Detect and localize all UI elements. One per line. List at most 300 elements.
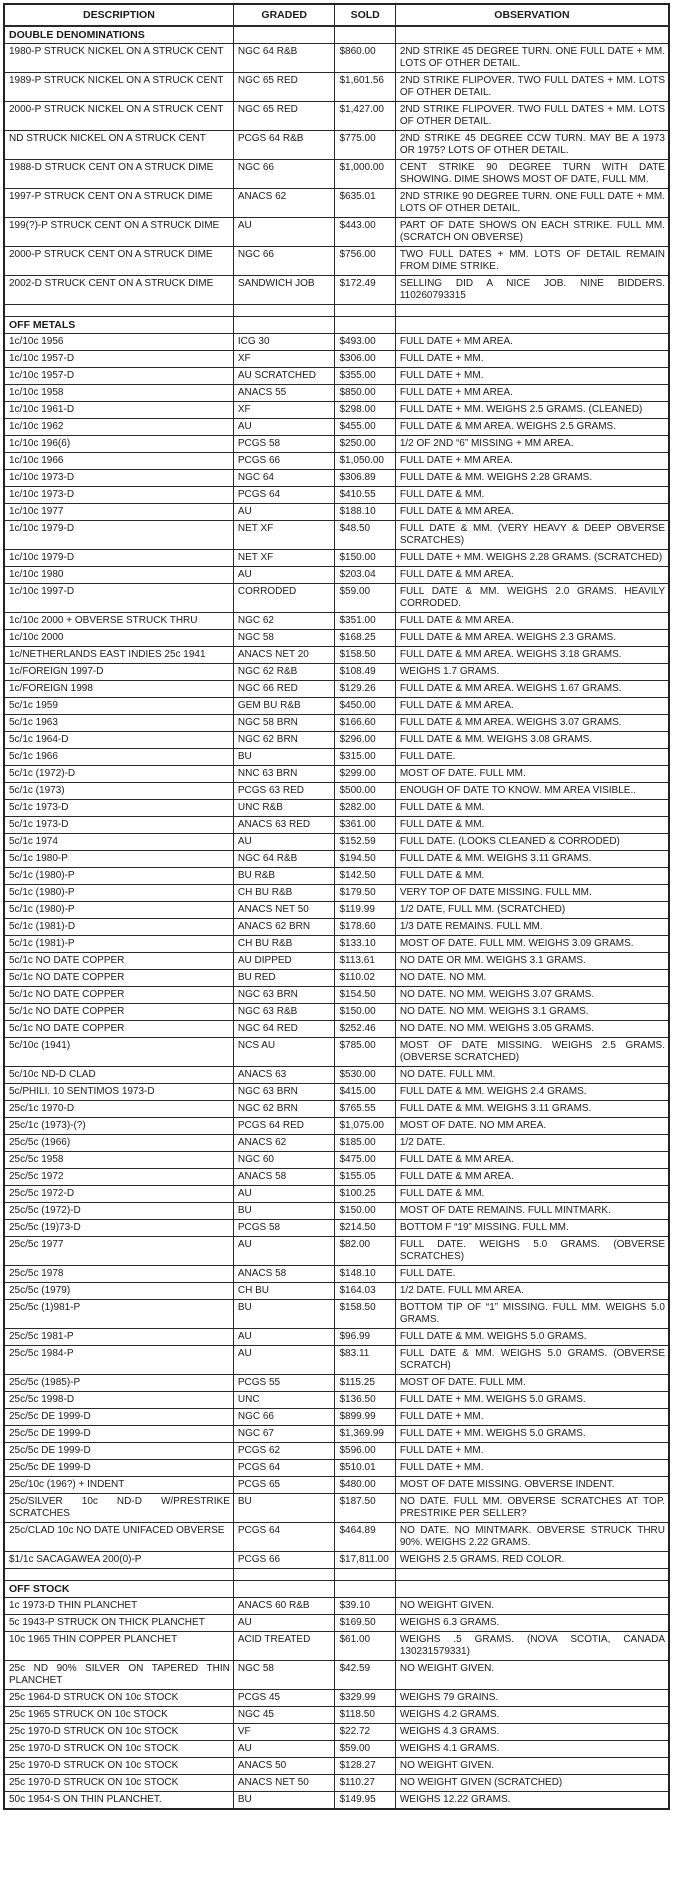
table-row [4, 385, 669, 402]
graded-cell: NGC 62 R&B [233, 664, 335, 681]
graded-cell: ANACS 62 BRN [233, 919, 335, 936]
auction-results-table [3, 3, 670, 1810]
observation-cell: FULL DATE + MM. [395, 1460, 669, 1477]
graded-cell: BU [233, 1300, 335, 1329]
graded-cell: NGC 64 R&B [233, 851, 335, 868]
sold-cell: $169.50 [335, 1615, 395, 1632]
table-row [4, 987, 669, 1004]
table-row [4, 698, 669, 715]
table-row [4, 851, 669, 868]
sold-cell: $899.99 [335, 1409, 395, 1426]
graded-cell: AU [233, 1186, 335, 1203]
observation-cell: WEIGHS 4.2 GRAMS. [395, 1707, 669, 1724]
sold-cell: $361.00 [335, 817, 395, 834]
graded-cell: XF [233, 351, 335, 368]
graded-cell: XF [233, 402, 335, 419]
description-cell: 25c/5c DE 1999-D [4, 1460, 233, 1477]
description-cell: 1c/10c 1961-D [4, 402, 233, 419]
graded-cell: NGC 63 BRN [233, 1084, 335, 1101]
table-row [4, 766, 669, 783]
graded-cell: BU [233, 1203, 335, 1220]
sold-cell: $82.00 [335, 1237, 395, 1266]
graded-cell: NGC 65 RED [233, 102, 335, 131]
description-cell: 25c/1c (1973)-(?) [4, 1118, 233, 1135]
graded-cell: PCGS 64 RED [233, 1118, 335, 1135]
empty-cell [4, 1569, 233, 1581]
observation-cell: 2ND STRIKE 45 DEGREE CCW TURN. MAY BE A 1973 OR 1975? LOTS OF OTHER DETAIL. [395, 131, 669, 160]
observation-cell: FULL DATE & MM. [395, 487, 669, 504]
observation-cell: NO DATE. NO MM. [395, 970, 669, 987]
description-cell: 1c/FOREIGN 1997-D [4, 664, 233, 681]
table-row [4, 1443, 669, 1460]
graded-cell: BU R&B [233, 868, 335, 885]
observation-cell: WEIGHS 12.22 GRAMS. [395, 1792, 669, 1810]
sold-cell: $1,000.00 [335, 160, 395, 189]
sold-cell: $351.00 [335, 613, 395, 630]
observation-cell: NO DATE. NO MM. WEIGHS 3.1 GRAMS. [395, 1004, 669, 1021]
description-cell: 25c/5c 1958 [4, 1152, 233, 1169]
empty-cell [335, 1569, 395, 1581]
observation-cell: 2ND STRIKE 90 DEGREE TURN. ONE FULL DATE + MM. LOTS OF OTHER DETAIL. [395, 189, 669, 218]
description-cell: 25c/5c 1977 [4, 1237, 233, 1266]
sold-cell: $113.61 [335, 953, 395, 970]
sold-cell: $500.00 [335, 783, 395, 800]
table-row [4, 1152, 669, 1169]
description-cell: 25c 1970-D STRUCK ON 10c STOCK [4, 1758, 233, 1775]
sold-cell: $110.27 [335, 1775, 395, 1792]
sold-cell: $455.00 [335, 419, 395, 436]
graded-cell: CH BU R&B [233, 936, 335, 953]
table-header-row [4, 4, 669, 26]
sold-cell: $475.00 [335, 1152, 395, 1169]
table-row [4, 102, 669, 131]
graded-cell: AU [233, 1237, 335, 1266]
section-title: OFF METALS [4, 317, 233, 334]
description-cell: 25c/10c (196?) + INDENT [4, 1477, 233, 1494]
observation-cell: FULL DATE + MM. WEIGHS 5.0 GRAMS. [395, 1426, 669, 1443]
table-row [4, 1426, 669, 1443]
graded-cell: AU [233, 218, 335, 247]
table-row [4, 1758, 669, 1775]
observation-cell: 2ND STRIKE FLIPOVER. TWO FULL DATES + MM. LOTS OF OTHER DETAIL. [395, 102, 669, 131]
empty-cell [233, 305, 335, 317]
observation-cell: BOTTOM TIP OF “1” MISSING. FULL MM. WEIGHS 5.0 GRAMS. [395, 1300, 669, 1329]
description-cell: 1c/10c 1977 [4, 504, 233, 521]
sold-cell: $329.99 [335, 1690, 395, 1707]
graded-cell: ANACS 58 [233, 1169, 335, 1186]
observation-cell: WEIGHS 6.3 GRAMS. [395, 1615, 669, 1632]
description-cell: $1/1c SACAGAWEA 200(0)-P [4, 1552, 233, 1569]
observation-cell: FULL DATE & MM AREA. WEIGHS 2.5 GRAMS. [395, 419, 669, 436]
graded-cell: ANACS NET 50 [233, 902, 335, 919]
graded-cell: AU [233, 834, 335, 851]
empty-cell [335, 1581, 395, 1598]
graded-cell: ANACS 63 RED [233, 817, 335, 834]
table-row [4, 783, 669, 800]
description-cell: 1980-P STRUCK NICKEL ON A STRUCK CENT [4, 44, 233, 73]
sold-cell: $136.50 [335, 1392, 395, 1409]
table-row [4, 1494, 669, 1523]
sold-cell: $298.00 [335, 402, 395, 419]
description-cell: 1c/10c 1973-D [4, 470, 233, 487]
graded-cell: NGC 67 [233, 1426, 335, 1443]
observation-cell: FULL DATE & MM. [395, 800, 669, 817]
observation-cell: NO DATE. NO MM. WEIGHS 3.05 GRAMS. [395, 1021, 669, 1038]
sold-cell: $166.60 [335, 715, 395, 732]
observation-cell: FULL DATE + MM AREA. [395, 385, 669, 402]
description-cell: 5c/1c 1964-D [4, 732, 233, 749]
sold-cell: $1,427.00 [335, 102, 395, 131]
table-row [4, 885, 669, 902]
graded-cell: ICG 30 [233, 334, 335, 351]
observation-cell: FULL DATE & MM. [395, 817, 669, 834]
table-row [4, 1300, 669, 1329]
table-row [4, 402, 669, 419]
observation-cell: FULL DATE. [395, 1266, 669, 1283]
column-header-graded: GRADED [233, 4, 335, 26]
description-cell: 25c/5c 1972-D [4, 1186, 233, 1203]
sold-cell: $179.50 [335, 885, 395, 902]
graded-cell: NNC 63 BRN [233, 766, 335, 783]
sold-cell: $188.10 [335, 504, 395, 521]
section-header-row [4, 1581, 669, 1598]
empty-cell [395, 305, 669, 317]
observation-cell: FULL DATE & MM. WEIGHS 2.0 GRAMS. HEAVILY CORRODED. [395, 584, 669, 613]
graded-cell: ANACS NET 50 [233, 1775, 335, 1792]
sold-cell: $17,811.00 [335, 1552, 395, 1569]
description-cell: 25c 1964-D STRUCK ON 10c STOCK [4, 1690, 233, 1707]
description-cell: 10c 1965 THIN COPPER PLANCHET [4, 1632, 233, 1661]
graded-cell: PCGS 55 [233, 1375, 335, 1392]
graded-cell: PCGS 64 [233, 1460, 335, 1477]
description-cell: 5c/1c NO DATE COPPER [4, 987, 233, 1004]
graded-cell: PCGS 58 [233, 436, 335, 453]
graded-cell: SANDWICH JOB [233, 276, 335, 305]
graded-cell: CORRODED [233, 584, 335, 613]
description-cell: 25c ND 90% SILVER ON TAPERED THIN PLANCHET [4, 1661, 233, 1690]
sold-cell: $110.02 [335, 970, 395, 987]
observation-cell: FULL DATE & MM AREA. WEIGHS 3.07 GRAMS. [395, 715, 669, 732]
table-row [4, 160, 669, 189]
table-row [4, 1690, 669, 1707]
sold-cell: $42.59 [335, 1661, 395, 1690]
table-row [4, 953, 669, 970]
table-row [4, 902, 669, 919]
observation-cell: FULL DATE + MM. [395, 1443, 669, 1460]
observation-cell: FULL DATE & MM AREA. WEIGHS 2.3 GRAMS. [395, 630, 669, 647]
graded-cell: AU [233, 1329, 335, 1346]
graded-cell: AU [233, 1615, 335, 1632]
graded-cell: NGC 66 RED [233, 681, 335, 698]
graded-cell: NGC 62 [233, 613, 335, 630]
graded-cell: NGC 63 R&B [233, 1004, 335, 1021]
table-header [4, 4, 669, 26]
sold-cell: $39.10 [335, 1598, 395, 1615]
description-cell: 25c/5c 1984-P [4, 1346, 233, 1375]
sold-cell: $154.50 [335, 987, 395, 1004]
description-cell: 25c/5c (1)981-P [4, 1300, 233, 1329]
graded-cell: PCGS 65 [233, 1477, 335, 1494]
table-row [4, 218, 669, 247]
graded-cell: NCS AU [233, 1038, 335, 1067]
sold-cell: $59.00 [335, 1741, 395, 1758]
graded-cell: ANACS 60 R&B [233, 1598, 335, 1615]
observation-cell: NO WEIGHT GIVEN. [395, 1758, 669, 1775]
table-row [4, 1792, 669, 1810]
sold-cell: $510.01 [335, 1460, 395, 1477]
table-row [4, 1067, 669, 1084]
description-cell: ND STRUCK NICKEL ON A STRUCK CENT [4, 131, 233, 160]
table-row [4, 1021, 669, 1038]
table-row [4, 936, 669, 953]
observation-cell: MOST OF DATE MISSING. OBVERSE INDENT. [395, 1477, 669, 1494]
table-row [4, 1186, 669, 1203]
table-row [4, 1523, 669, 1552]
table-row [4, 1118, 669, 1135]
observation-cell: VERY TOP OF DATE MISSING. FULL MM. [395, 885, 669, 902]
description-cell: 25c/5c DE 1999-D [4, 1426, 233, 1443]
empty-cell [335, 305, 395, 317]
graded-cell: NET XF [233, 521, 335, 550]
table-row [4, 351, 669, 368]
graded-cell: PCGS 64 R&B [233, 131, 335, 160]
description-cell: 25c/1c 1970-D [4, 1101, 233, 1118]
sold-cell: $22.72 [335, 1724, 395, 1741]
observation-cell: FULL DATE & MM. WEIGHS 3.11 GRAMS. [395, 851, 669, 868]
observation-cell: PART OF DATE SHOWS ON EACH STRIKE. FULL MM. (SCRATCH ON OBVERSE) [395, 218, 669, 247]
table-row [4, 453, 669, 470]
description-cell: 5c/1c 1974 [4, 834, 233, 851]
table-row [4, 1283, 669, 1300]
table-row [4, 630, 669, 647]
description-cell: 1c/10c 1980 [4, 567, 233, 584]
description-cell: 25c/5c 1998-D [4, 1392, 233, 1409]
observation-cell: FULL DATE. (LOOKS CLEANED & CORRODED) [395, 834, 669, 851]
description-cell: 5c/1c (1981)-P [4, 936, 233, 953]
graded-cell: GEM BU R&B [233, 698, 335, 715]
observation-cell: WEIGHS .5 GRAMS. (NOVA SCOTIA, CANADA 130231579331) [395, 1632, 669, 1661]
sold-cell: $306.89 [335, 470, 395, 487]
description-cell: 1c/10c 2000 + OBVERSE STRUCK THRU [4, 613, 233, 630]
graded-cell: ANACS 50 [233, 1758, 335, 1775]
table-row [4, 1346, 669, 1375]
description-cell: 25c/5c (1966) [4, 1135, 233, 1152]
description-cell: 25c 1970-D STRUCK ON 10c STOCK [4, 1775, 233, 1792]
observation-cell: FULL DATE + MM AREA. [395, 334, 669, 351]
graded-cell: UNC [233, 1392, 335, 1409]
description-cell: 1c/10c 1962 [4, 419, 233, 436]
observation-cell: FULL DATE + MM. WEIGHS 2.28 GRAMS. (SCRATCHED) [395, 550, 669, 567]
description-cell: 1c/NETHERLANDS EAST INDIES 25c 1941 [4, 647, 233, 664]
observation-cell: 1/2 DATE. FULL MM AREA. [395, 1283, 669, 1300]
graded-cell: VF [233, 1724, 335, 1741]
description-cell: 1c/10c 1966 [4, 453, 233, 470]
graded-cell: NGC 60 [233, 1152, 335, 1169]
table-body [4, 26, 669, 1809]
description-cell: 5c/1c (1980)-P [4, 885, 233, 902]
sold-cell: $250.00 [335, 436, 395, 453]
observation-cell: TWO FULL DATES + MM. LOTS OF DETAIL REMAIN FROM DIME STRIKE. [395, 247, 669, 276]
graded-cell: NGC 45 [233, 1707, 335, 1724]
observation-cell: MOST OF DATE REMAINS. FULL MINTMARK. [395, 1203, 669, 1220]
table-row [4, 131, 669, 160]
graded-cell: PCGS 66 [233, 453, 335, 470]
sold-cell: $493.00 [335, 334, 395, 351]
description-cell: 1c/10c 1956 [4, 334, 233, 351]
table-row [4, 1084, 669, 1101]
sold-cell: $119.99 [335, 902, 395, 919]
section-header-row [4, 317, 669, 334]
observation-cell: NO DATE. NO MINTMARK. OBVERSE STRUCK THRU 90%. WEIGHS 2.22 GRAMS. [395, 1523, 669, 1552]
sold-cell: $194.50 [335, 851, 395, 868]
table-row [4, 1266, 669, 1283]
table-row [4, 1615, 669, 1632]
sold-cell: $178.60 [335, 919, 395, 936]
empty-cell [233, 26, 335, 44]
observation-cell: 1/2 DATE, FULL MM. (SCRATCHED) [395, 902, 669, 919]
description-cell: 5c/1c (1981)-D [4, 919, 233, 936]
observation-cell: FULL DATE & MM. (VERY HEAVY & DEEP OBVERSE SCRATCHES) [395, 521, 669, 550]
table-row [4, 1552, 669, 1569]
empty-cell [233, 1581, 335, 1598]
graded-cell: AU DIPPED [233, 953, 335, 970]
table-row [4, 1392, 669, 1409]
table-row [4, 567, 669, 584]
graded-cell: ANACS 58 [233, 1266, 335, 1283]
graded-cell: ANACS 62 [233, 189, 335, 218]
description-cell: 25c/5c 1978 [4, 1266, 233, 1283]
sold-cell: $185.00 [335, 1135, 395, 1152]
table-row [4, 1661, 669, 1690]
observation-cell: 1/2 DATE. [395, 1135, 669, 1152]
table-row [4, 1409, 669, 1426]
observation-cell: 1/2 OF 2ND “6” MISSING + MM AREA. [395, 436, 669, 453]
description-cell: 1c/10c 1997-D [4, 584, 233, 613]
table-row [4, 1329, 669, 1346]
table-row [4, 1775, 669, 1792]
description-cell: 1997-P STRUCK CENT ON A STRUCK DIME [4, 189, 233, 218]
description-cell: 2000-P STRUCK CENT ON A STRUCK DIME [4, 247, 233, 276]
table-row [4, 1707, 669, 1724]
graded-cell: NGC 64 [233, 470, 335, 487]
sold-cell: $142.50 [335, 868, 395, 885]
table-row [4, 970, 669, 987]
description-cell: 5c/1c NO DATE COPPER [4, 970, 233, 987]
sold-cell: $415.00 [335, 1084, 395, 1101]
empty-cell [335, 317, 395, 334]
observation-cell: MOST OF DATE. NO MM AREA. [395, 1118, 669, 1135]
sold-cell: $152.59 [335, 834, 395, 851]
sold-cell: $464.89 [335, 1523, 395, 1552]
observation-cell: NO DATE OR MM. WEIGHS 3.1 GRAMS. [395, 953, 669, 970]
sold-cell: $296.00 [335, 732, 395, 749]
table-row [4, 504, 669, 521]
observation-cell: MOST OF DATE. FULL MM. [395, 1375, 669, 1392]
table-row [4, 732, 669, 749]
sold-cell: $129.26 [335, 681, 395, 698]
description-cell: 1c/10c 1979-D [4, 521, 233, 550]
graded-cell: ANACS NET 20 [233, 647, 335, 664]
observation-cell: FULL DATE & MM. [395, 868, 669, 885]
column-header-observation: OBSERVATION [395, 4, 669, 26]
empty-cell [395, 317, 669, 334]
observation-cell: FULL DATE & MM AREA. [395, 504, 669, 521]
description-cell: 25c/5c (1985)-P [4, 1375, 233, 1392]
observation-cell: WEIGHS 4.3 GRAMS. [395, 1724, 669, 1741]
observation-cell: FULL DATE & MM. WEIGHS 2.28 GRAMS. [395, 470, 669, 487]
sold-cell: $172.49 [335, 276, 395, 305]
table-row [4, 487, 669, 504]
graded-cell: AU SCRATCHED [233, 368, 335, 385]
table-row [4, 613, 669, 630]
graded-cell: ANACS 55 [233, 385, 335, 402]
description-cell: 1c/10c 1958 [4, 385, 233, 402]
observation-cell: FULL DATE & MM AREA. [395, 698, 669, 715]
table-row [4, 647, 669, 664]
description-cell: 1989-P STRUCK NICKEL ON A STRUCK CENT [4, 73, 233, 102]
sold-cell: $158.50 [335, 1300, 395, 1329]
description-cell: 25c 1965 STRUCK ON 10c STOCK [4, 1707, 233, 1724]
sold-cell: $443.00 [335, 218, 395, 247]
observation-cell: ENOUGH OF DATE TO KNOW. MM AREA VISIBLE.. [395, 783, 669, 800]
description-cell: 1c/10c 1973-D [4, 487, 233, 504]
observation-cell: FULL DATE & MM. [395, 1186, 669, 1203]
sold-cell: $1,369.99 [335, 1426, 395, 1443]
sold-cell: $860.00 [335, 44, 395, 73]
description-cell: 5c/1c 1973-D [4, 800, 233, 817]
sold-cell: $158.50 [335, 647, 395, 664]
graded-cell: NGC 66 [233, 247, 335, 276]
graded-cell: AU [233, 1346, 335, 1375]
sold-cell: $83.11 [335, 1346, 395, 1375]
observation-cell: MOST OF DATE. FULL MM. WEIGHS 3.09 GRAMS. [395, 936, 669, 953]
sold-cell: $299.00 [335, 766, 395, 783]
description-cell: 5c 1943-P STRUCK ON THICK PLANCHET [4, 1615, 233, 1632]
sold-cell: $785.00 [335, 1038, 395, 1067]
table-row [4, 584, 669, 613]
observation-cell: FULL DATE & MM AREA. [395, 1169, 669, 1186]
description-cell: 25c/5c DE 1999-D [4, 1409, 233, 1426]
description-cell: 25c/5c DE 1999-D [4, 1443, 233, 1460]
graded-cell: PCGS 64 [233, 1523, 335, 1552]
sold-cell: $635.01 [335, 189, 395, 218]
sold-cell: $155.05 [335, 1169, 395, 1186]
graded-cell: BU RED [233, 970, 335, 987]
sold-cell: $1,601.56 [335, 73, 395, 102]
observation-cell: FULL DATE & MM. WEIGHS 5.0 GRAMS. [395, 1329, 669, 1346]
sold-cell: $133.10 [335, 936, 395, 953]
description-cell: 5c/1c NO DATE COPPER [4, 1021, 233, 1038]
graded-cell: PCGS 45 [233, 1690, 335, 1707]
section-title: DOUBLE DENOMINATIONS [4, 26, 233, 44]
observation-cell: WEIGHS 2.5 GRAMS. RED COLOR. [395, 1552, 669, 1569]
sold-cell: $150.00 [335, 1004, 395, 1021]
observation-cell: FULL DATE. WEIGHS 5.0 GRAMS. (OBVERSE SCRATCHES) [395, 1237, 669, 1266]
sold-cell: $410.55 [335, 487, 395, 504]
description-cell: 5c/10c ND-D CLAD [4, 1067, 233, 1084]
observation-cell: FULL DATE + MM. [395, 368, 669, 385]
description-cell: 5c/1c (1972)-D [4, 766, 233, 783]
sold-cell: $100.25 [335, 1186, 395, 1203]
section-header-row [4, 26, 669, 44]
graded-cell: NGC 66 [233, 1409, 335, 1426]
table-row [4, 800, 669, 817]
observation-cell: CENT STRIKE 90 DEGREE TURN WITH DATE SHOWING. DIME SHOWS MOST OF DATE, FULL MM. [395, 160, 669, 189]
graded-cell: BU [233, 749, 335, 766]
description-cell: 1c/10c 1957-D [4, 351, 233, 368]
graded-cell: PCGS 64 [233, 487, 335, 504]
description-cell: 25c/SILVER 10c ND-D W/PRESTRIKE SCRATCHES [4, 1494, 233, 1523]
